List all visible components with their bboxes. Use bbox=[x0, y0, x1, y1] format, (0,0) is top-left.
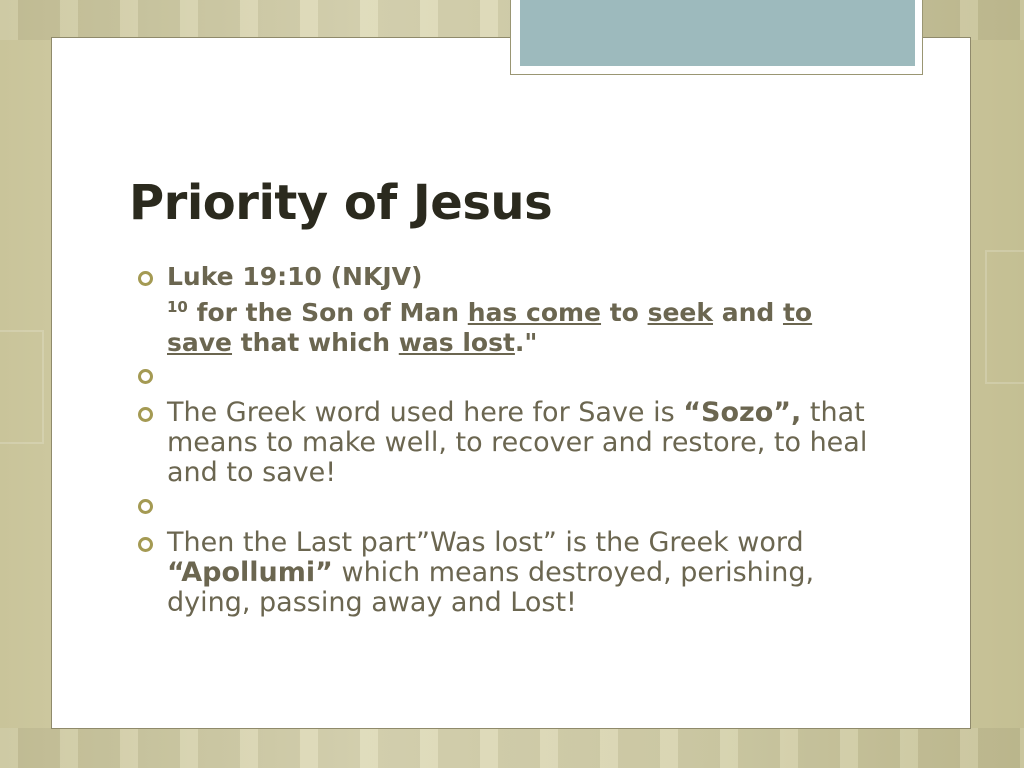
scripture-reference: Luke 19:10 (NKJV) bbox=[167, 262, 423, 291]
verse-text-underlined: was lost bbox=[398, 328, 515, 357]
bullet-item-empty bbox=[138, 366, 878, 386]
verse-text-underlined: seek bbox=[647, 298, 713, 327]
verse-text-underlined: has come bbox=[467, 298, 602, 327]
ring-bullet-icon bbox=[138, 407, 153, 422]
background-bottom-strip bbox=[0, 728, 1024, 768]
bullet-text: The Greek word used here for Save is bbox=[167, 397, 684, 428]
accent-color-box bbox=[520, 0, 915, 66]
bullet-item-apollumi bbox=[138, 528, 878, 618]
greek-term: “Sozo”, bbox=[683, 397, 802, 428]
bullet-list bbox=[138, 262, 878, 626]
bullet-item-scripture bbox=[138, 262, 878, 358]
bullet-item-sozo bbox=[138, 398, 878, 488]
bullet-text: Then the Last part”Was lost” is the Greek word bbox=[167, 527, 804, 558]
bullet-item-empty bbox=[138, 496, 878, 516]
verse-text-underlined: to save bbox=[167, 298, 813, 357]
verse-text-part: and bbox=[713, 298, 783, 327]
verse-text-part: ." bbox=[514, 328, 538, 357]
bullet-text: which means destroyed, perishing, dying, passing away and Lost! bbox=[167, 557, 815, 618]
verse-text-part: that which bbox=[232, 328, 399, 357]
ring-bullet-icon bbox=[138, 271, 153, 286]
background-hexagon-right bbox=[985, 250, 1024, 384]
ring-bullet-icon bbox=[138, 369, 153, 384]
verse-text-part: for the Son of Man bbox=[187, 298, 468, 327]
ring-bullet-icon bbox=[138, 499, 153, 514]
slide-title: Priority of Jesus bbox=[129, 175, 553, 231]
verse-text-part: to bbox=[601, 298, 648, 327]
bullet-text: that means to make well, to recover and restore, to heal and to save! bbox=[167, 397, 868, 488]
ring-bullet-icon bbox=[138, 537, 153, 552]
verse-number: 10 bbox=[167, 298, 188, 316]
greek-term: “Apollumi” bbox=[167, 557, 333, 588]
background-hexagon-left bbox=[0, 330, 44, 444]
